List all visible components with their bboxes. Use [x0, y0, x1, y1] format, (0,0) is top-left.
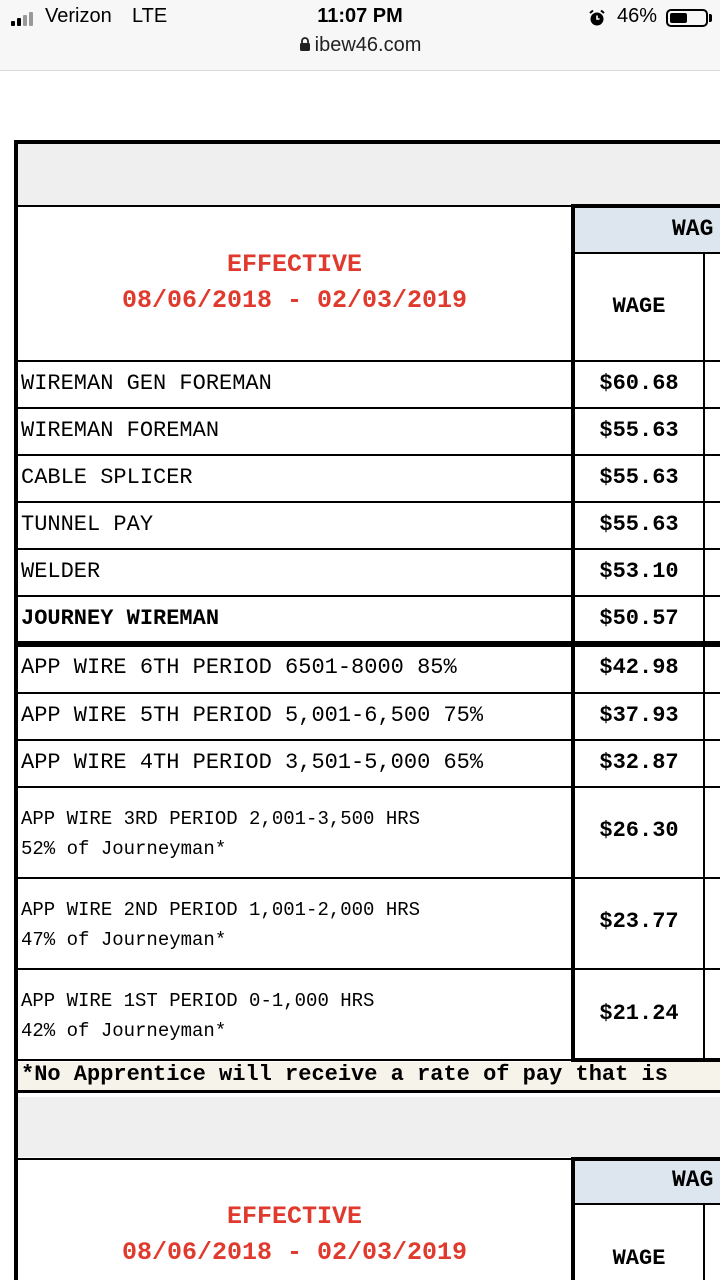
- row-wage: $23.77: [599, 909, 679, 934]
- row-label: WELDER: [21, 559, 101, 584]
- lock-icon: [299, 37, 311, 52]
- row-wage: $32.87: [599, 750, 679, 775]
- battery-icon: [666, 9, 708, 27]
- status-bar: [0, 0, 720, 71]
- address-bar[interactable]: [0, 34, 720, 57]
- row-label: TUNNEL PAY: [21, 512, 154, 537]
- row-wage: $53.10: [599, 559, 679, 584]
- row-wage: $37.93: [599, 703, 679, 728]
- row-wage: $50.57: [599, 606, 679, 631]
- url-text: ibew46.com: [314, 34, 422, 56]
- wage-group-header: WAG: [672, 216, 714, 242]
- network-type: LTE: [132, 5, 168, 27]
- row-wage: $55.63: [599, 465, 679, 490]
- row-label: APP WIRE 1ST PERIOD 0-1,000 HRS: [21, 990, 375, 1012]
- row-sublabel: 42% of Journeyman*: [21, 1020, 227, 1042]
- row-wage: $42.98: [599, 655, 679, 680]
- wage-group-header: WAG: [672, 1167, 714, 1193]
- row-label: CABLE SPLICER: [21, 465, 193, 490]
- effective-dates: 08/06/2018 - 02/03/2019: [121, 1238, 468, 1267]
- effective-label: EFFECTIVE: [226, 1202, 363, 1231]
- row-label: WIREMAN GEN FOREMAN: [21, 371, 272, 396]
- effective-dates: 08/06/2018 - 02/03/2019: [121, 286, 468, 315]
- battery-percent: 46%: [617, 5, 658, 27]
- clock: 11:07 PM: [317, 5, 403, 27]
- row-label: APP WIRE 6TH PERIOD 6501-8000 85%: [21, 655, 457, 680]
- row-label: APP WIRE 5TH PERIOD 5,001-6,500 75%: [21, 703, 484, 728]
- row-sublabel: 47% of Journeyman*: [21, 929, 227, 951]
- row-wage: $21.24: [599, 1001, 679, 1026]
- row-label: APP WIRE 2ND PERIOD 1,001-2,000 HRS: [21, 899, 421, 921]
- wage-column-header: WAGE: [612, 294, 666, 319]
- footnote: *No Apprentice will receive a rate of pay that is: [21, 1062, 668, 1087]
- row-wage: $55.63: [599, 418, 679, 443]
- carrier-name: Verizon: [45, 5, 112, 27]
- row-wage: $55.63: [599, 512, 679, 537]
- row-label: JOURNEY WIREMAN: [21, 606, 220, 631]
- row-label: APP WIRE 4TH PERIOD 3,501-5,000 65%: [21, 750, 484, 775]
- row-wage: $60.68: [599, 371, 679, 396]
- alarm-icon: [588, 9, 606, 27]
- wage-column-header: WAGE: [612, 1246, 666, 1271]
- effective-label: EFFECTIVE: [226, 250, 363, 279]
- row-sublabel: 52% of Journeyman*: [21, 838, 227, 860]
- row-wage: $26.30: [599, 818, 679, 843]
- row-label: WIREMAN FOREMAN: [21, 418, 220, 443]
- row-label: APP WIRE 3RD PERIOD 2,001-3,500 HRS: [21, 808, 421, 830]
